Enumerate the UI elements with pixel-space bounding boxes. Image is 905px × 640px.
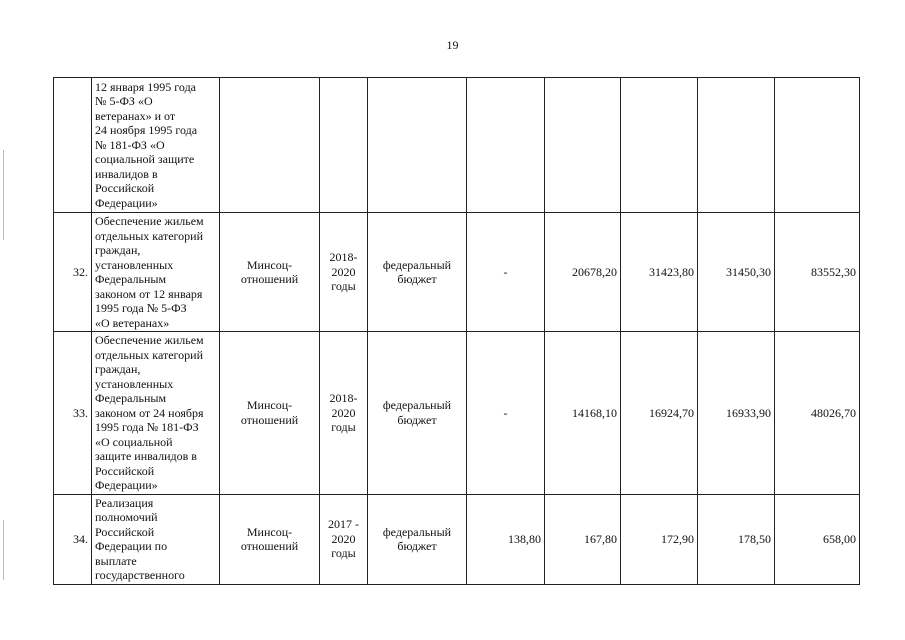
total-cell: [775, 78, 860, 213]
page-number: 19: [446, 38, 459, 52]
funding-source-cell: [368, 78, 467, 213]
total-cell: 658,00: [775, 494, 860, 584]
table-row: [54, 78, 860, 213]
executor-cell: Минсоц- отношений: [220, 332, 320, 495]
table-row: [54, 494, 860, 584]
value-cell: 178,50: [698, 494, 775, 584]
period-cell: 2018- 2020 годы: [320, 213, 368, 332]
value-cell: 16933,90: [698, 332, 775, 495]
period-cell: 2017 - 2020 годы: [320, 494, 368, 584]
table-row: [54, 213, 860, 332]
value-cell: -: [467, 213, 545, 332]
value-cell: [545, 78, 621, 213]
scan-edge-mark: [3, 150, 4, 240]
budget-table: [53, 77, 860, 585]
value-cell: 167,80: [545, 494, 621, 584]
funding-source-cell: федеральный бюджет: [368, 494, 467, 584]
value-cell: [698, 78, 775, 213]
executor-cell: Минсоц- отношений: [220, 494, 320, 584]
value-cell: [467, 78, 545, 213]
funding-source-cell: федеральный бюджет: [368, 332, 467, 495]
value-cell: -: [467, 332, 545, 495]
total-cell: 83552,30: [775, 213, 860, 332]
activity-name-cell: Обеспечение жильем отдельных категорий граждан, установленных Федеральным законом от 24 ноября 1995 года № 181-ФЗ «О социальной защите инвалидов в Российской Федерации»: [92, 332, 220, 495]
table-row: [54, 332, 860, 495]
value-cell: 14168,10: [545, 332, 621, 495]
row-number-cell: 34.: [54, 494, 92, 584]
activity-name-cell: 12 января 1995 года № 5-ФЗ «О ветеранах» и от 24 ноября 1995 года № 181-ФЗ «О социальной защите инвалидов в Российской Федерации»: [92, 78, 220, 213]
value-cell: 31450,30: [698, 213, 775, 332]
activity-name-cell: Реализация полномочий Российской Федерации по выплате государственного: [92, 494, 220, 584]
total-cell: 48026,70: [775, 332, 860, 495]
row-number-cell: 32.: [54, 213, 92, 332]
value-cell: 172,90: [621, 494, 698, 584]
period-cell: 2018- 2020 годы: [320, 332, 368, 495]
value-cell: 31423,80: [621, 213, 698, 332]
funding-source-cell: федеральный бюджет: [368, 213, 467, 332]
value-cell: 20678,20: [545, 213, 621, 332]
activity-name-cell: Обеспечение жильем отдельных категорий граждан, установленных Федеральным законом от 12 января 1995 года № 5-ФЗ «О ветеранах»: [92, 213, 220, 332]
executor-cell: Минсоц- отношений: [220, 213, 320, 332]
value-cell: [621, 78, 698, 213]
executor-cell: [220, 78, 320, 213]
value-cell: 16924,70: [621, 332, 698, 495]
scan-edge-mark: [3, 520, 4, 580]
row-number-cell: [54, 78, 92, 213]
row-number-cell: 33.: [54, 332, 92, 495]
period-cell: [320, 78, 368, 213]
value-cell: 138,80: [467, 494, 545, 584]
